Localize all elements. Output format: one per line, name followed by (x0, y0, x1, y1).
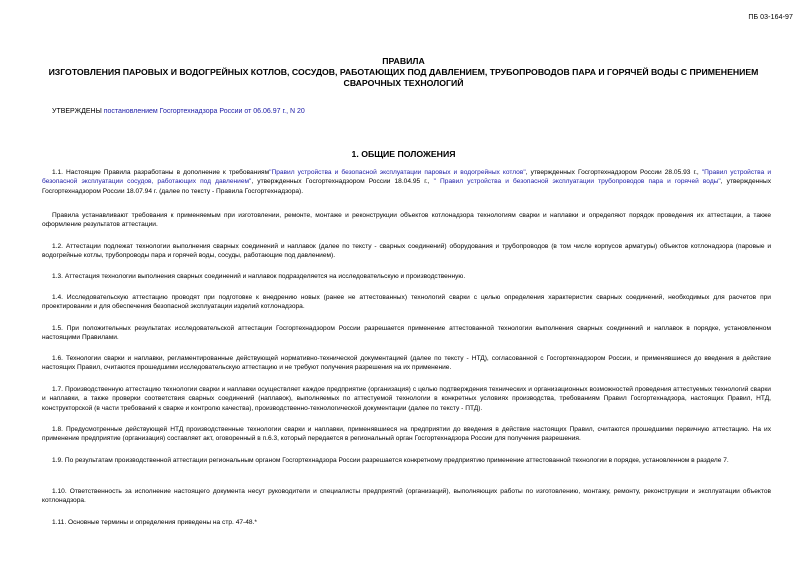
paragraph-1-4: 1.4. Исследовательскую аттестацию проводят при подготовке к внедрению новых (ранее не аттестованных) технологий сварки с целью определения характеристик сварных соединений, необходимых для расчетов при проектировании и для обеспечения безопасной эксплуатации изделий котлонадзора. (42, 294, 771, 311)
document-title (20, 56, 787, 89)
paragraph-1-2: 1.2. Аттестации подлежат технологии выполнения сварных соединений и наплавок (далее по тексту - сварных соединений) оборудования и трубопроводов (в том числе корпусов арматуры) объектов котлонадзора (паровые и водогрейные котлы, трубопроводы пара и горячей воды, сосуды, работающие под давлением). (42, 243, 771, 260)
paragraph-text: , утвержденных Госгортехнадзором России 18.07.94 г. (далее по тексту - Правила Госгортехнадзора). (42, 178, 771, 195)
approval-decree-link[interactable]: постановлением Госгортехнадзора России от 06.06.97 г., N 20 (103, 108, 305, 115)
paragraph-1-11: 1.11. Основные термины и определения приведены на стр. 47-48.* (52, 519, 257, 526)
section-title: 1. ОБЩИЕ ПОЛОЖЕНИЯ (351, 149, 456, 159)
paragraph-1-8: 1.8. Предусмотренные действующей НТД производственные технологии сварки и наплавки, применявшиеся на предприятии до введения в действие настоящих Правил, считаются прошедшими первичную аттестацию. На их применение предприятие (организация) составляет акт, оговоренный в п.6.3, который передается в региональный орган Госгортехнадзора России для получения разрешения. (42, 426, 771, 443)
paragraph-1-10: 1.10. Ответственность за исполнение настоящего документа несут руководители и специалисты предприятий (организаций), выполняющих работы по изготовлению, монтажу, ремонту, реконструкции и эксплуатации объектов котлонадзора. (42, 488, 771, 505)
paragraph-1-6: 1.6. Технологии сварки и наплавки, регламентированные действующей нормативно-технической документацией (далее по тексту - НТД), согласованной с Госгортехнадзором России, и применявшиеся до введения в действие настоящих Правил, считаются прошедшими исследовательскую аттестацию и не требуют получения разрешения на их применение. (42, 355, 771, 372)
paragraph-text: , утвержденных Госгортехнадзором России 18.04.95 г., (251, 178, 434, 186)
approval-prefix: УТВЕРЖДЕНЫ (52, 108, 104, 115)
title-line-2: ИЗГОТОВЛЕНИЯ ПАРОВЫХ И ВОДОГРЕЙНЫХ КОТЛОВ, СОСУДОВ, РАБОТАЮЩИХ ПОД ДАВЛЕНИЕМ, ТРУБОПРОВОДОВ ПАРА И ГОРЯЧЕЙ ВОДЫ С ПРИМЕНЕНИЕМ (48, 67, 759, 77)
paragraph-1-9: 1.9. По результатам производственной аттестации региональным органом Госгортехнадзора России разрешается конкретному предприятию применение аттестованной технологии в порядке, установленном в разделе 7. (52, 457, 729, 464)
document-code: ПБ 03-164-97 (748, 14, 793, 21)
vessel-rules-link[interactable]: "Правил устройства и безопасной эксплуатации сосудов, работающих под давлением" (42, 169, 772, 186)
boiler-rules-link[interactable]: "Правил устройства и безопасной эксплуатации паровых и водогрейных котлов" (269, 169, 526, 176)
paragraph-1-5: 1.5. При положительных результатах исследовательской аттестации Госгортехнадзором России разрешается применение аттестованной технологии выполнения сварных соединений и наплавок в порядке, установленном настоящими Правилами. (42, 325, 771, 342)
paragraph-text: 1.1. Настоящие Правила разработаны в дополнение к требованиям (52, 169, 270, 176)
paragraph-1-7: 1.7. Производственную аттестацию технологии сварки и наплавки осуществляет каждое предприятие (организация) с целью подтверждения технических и организационных возможностей проведения аттестуемых технологий сварки и наплавки, а также проверки соответствия сварных соединений (наплавок), выполняемых по аттестуемой технологии в конкретных условиях производства, требованиям Правил Госгортехнадзора, настоящих Правил, НТД, конструкторской (в части требований к сварке и контролю качества), производственно-технологической документации (далее по тексту - ПТД). (42, 386, 771, 412)
paragraph-1-3: 1.3. Аттестация технологии выполнения сварных соединений и наплавок подразделяется на исследовательскую и производственную. (52, 273, 466, 280)
paragraph-1-1 (42, 168, 771, 196)
pipeline-rules-link[interactable]: " Правил устройства и безопасной эксплуатации трубопроводов пара и горячей воды" (433, 178, 721, 186)
title-line-3: СВАРОЧНЫХ ТЕХНОЛОГИЙ (343, 78, 464, 88)
paragraph-text: , утвержденных Госгортехнадзором России 28.05.93 г., (525, 169, 702, 176)
title-line-1: ПРАВИЛА (382, 56, 425, 66)
paragraph-scope: Правила устанавливают требования к применяемым при изготовлении, ремонте, монтаже и реконструкции объектов котлонадзора технологиям сварки и наплавки и определяют порядок проведения их аттестации, а также оформление результатов аттестации. (42, 212, 771, 229)
approval-line (52, 108, 305, 115)
